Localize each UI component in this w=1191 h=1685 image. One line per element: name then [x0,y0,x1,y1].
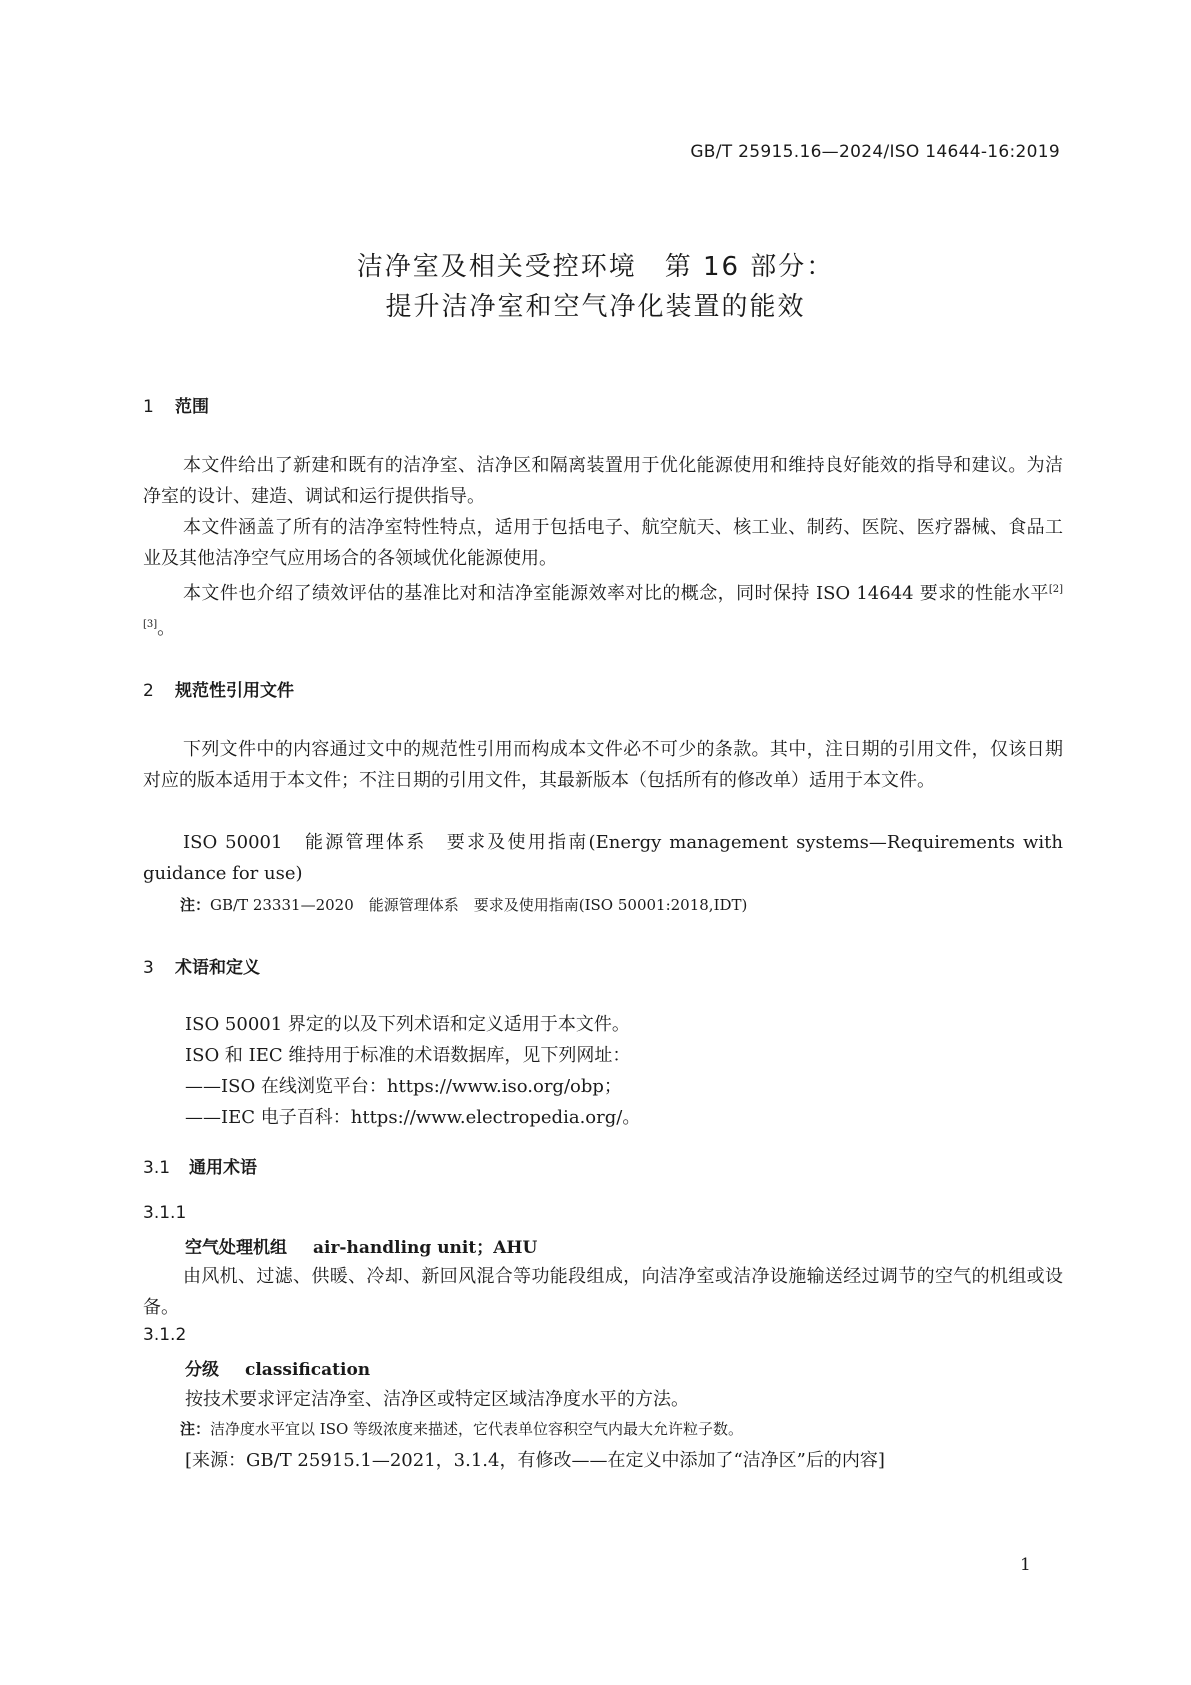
terms-line-1: ISO 50001 界定的以及下列术语和定义适用于本文件。 [185,1014,630,1035]
term-3-1-1-number: 3.1.1 [143,1203,187,1223]
title-line-1: 洁净室及相关受控环境 第 16 部分： [356,252,835,282]
section-2-heading [143,676,294,701]
term-en: air-handling unit；AHU [313,1238,538,1258]
note-label: 注： [180,1420,211,1438]
section-number: 3 [143,958,154,978]
note-label: 注： [180,896,211,914]
normative-paragraph: 下列文件中的内容通过文中的规范性引用而构成本文件必不可少的条款。其中，注日期的引用文件，仅该日期对应的版本适用于本文件；不注日期的引用文件，其最新版本（包括所有的修改单）适用于本文件。 [143,739,1063,791]
subsection-3-1-heading [143,1153,257,1178]
section-title: 术语和定义 [175,958,260,978]
section-1-heading [143,392,209,417]
document-code: GB/T 25915.16—2024/ISO 14644-16:2019 [690,142,1060,162]
title-line-2: 提升洁净室和空气净化装置的能效 [385,292,806,322]
section-number: 3.1 [143,1158,171,1178]
terms-line-2: ISO 和 IEC 维持用于标准的术语数据库，见下列网址： [185,1045,631,1066]
term-zh: 空气处理机组 [185,1238,287,1258]
term-3-1-1-definition: 由风机、过滤、供暖、冷却、新回风混合等功能段组成，向洁净室或洁净设施输送经过调节的空气的机组或设备。 [143,1266,1063,1318]
term-3-1-1 [185,1233,537,1258]
note-text: GB/T 23331—2020 能源管理体系 要求及使用指南(ISO 50001:2018,IDT) [210,896,748,914]
section-title: 通用术语 [189,1158,257,1178]
reference-citation: [2][3] [143,584,1063,630]
iso-obp-link: ——ISO 在线浏览平台：https://www.iso.org/obp； [185,1076,622,1097]
section-3-heading [143,953,260,978]
scope-paragraph-3-text: 本文件也介绍了绩效评估的基准比对和洁净室能源效率对比的概念，同时保持 ISO 14644 要求的性能水平 [183,583,1049,604]
term-3-1-2-definition: 按技术要求评定洁净室、洁净区或特定区域洁净度水平的方法。 [185,1389,689,1410]
section-title: 范围 [175,397,209,417]
term-3-1-2-source: [来源：GB/T 25915.1—2021，3.1.4，有修改——在定义中添加了“洁净区”后的内容] [185,1450,885,1471]
electropedia-link: ——IEC 电子百科：https://www.electropedia.org/。 [185,1107,641,1128]
note-text: 洁净度水平宜以 ISO 等级浓度来描述，它代表单位容积空气内最大允许粒子数。 [210,1420,744,1438]
term-zh: 分级 [185,1360,219,1380]
section-number: 1 [143,397,154,417]
scope-paragraph-3-end: 。 [157,618,176,639]
term-3-1-2-note [180,1418,743,1439]
scope-paragraph-1: 本文件给出了新建和既有的洁净室、洁净区和隔离装置用于优化能源使用和维持良好能效的指导和建议。为洁净室的设计、建造、调试和运行提供指导。 [143,455,1063,507]
term-3-1-2 [185,1355,370,1380]
scope-paragraph-2: 本文件涵盖了所有的洁净室特性特点，适用于包括电子、航空航天、核工业、制药、医院、医疗器械、食品工业及其他洁净空气应用场合的各领域优化能源使用。 [143,517,1063,569]
section-number: 2 [143,681,154,701]
page-number: 1 [1020,1555,1031,1575]
normative-reference-iso50001: ISO 50001 能源管理体系 要求及使用指南(Energy management systems—Requirements with guidance for use) [143,832,1063,884]
scope-paragraph-3 [143,574,1063,644]
term-en: classification [245,1360,371,1380]
normative-note [180,894,747,915]
term-3-1-2-number: 3.1.2 [143,1325,187,1345]
section-title: 规范性引用文件 [175,681,294,701]
